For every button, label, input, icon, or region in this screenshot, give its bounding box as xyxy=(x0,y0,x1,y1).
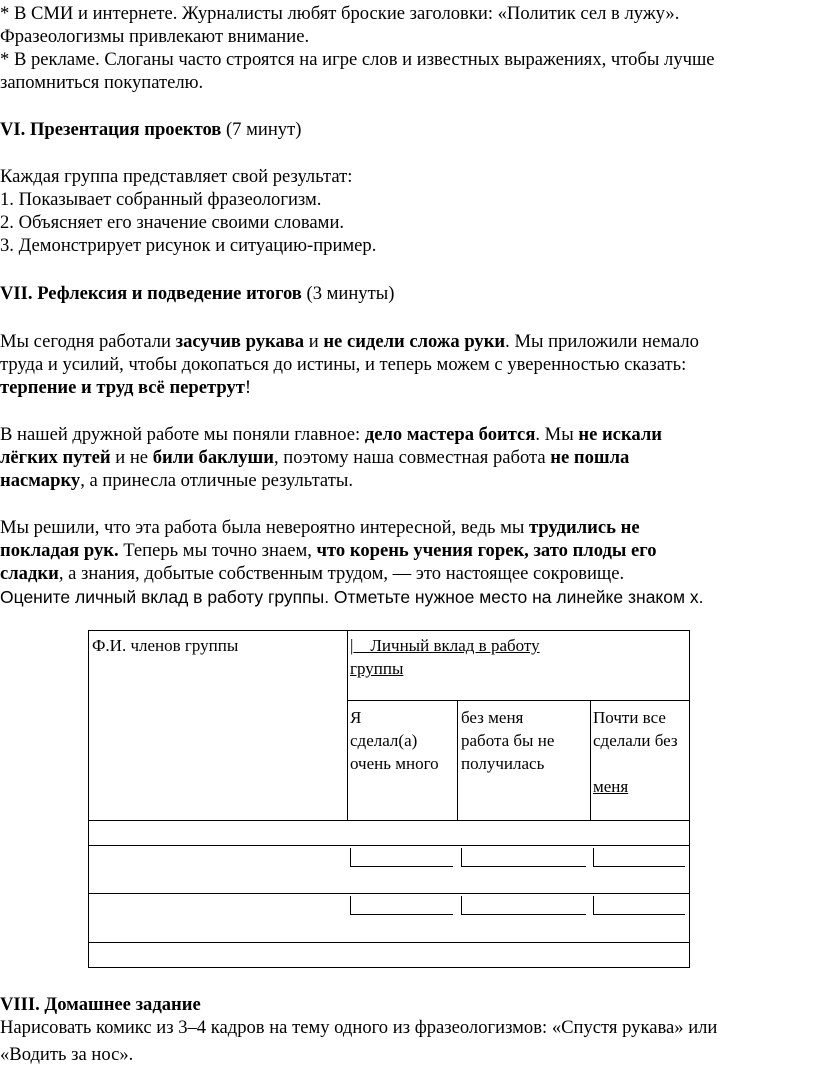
section6-item-1: 1. Показывает собранный фразеологизм. xyxy=(0,189,322,210)
section7-p1-line3: терпение и труд всё перетрут! xyxy=(0,377,252,398)
table-subheader-almost-all: Почти все сделали без меня xyxy=(593,708,678,796)
section7-p3-line1: Мы решили, что эта работа была невероятно интересной, ведь мы трудились не xyxy=(0,517,640,538)
section7-p3-line3: сладки, а знания, добытые собственным трудом, — это настоящее сокровище. xyxy=(0,563,625,584)
intro-line-1a: * В СМИ и интернете. Журналисты любят броские заголовки: «Политик сел в лужу». xyxy=(0,3,680,24)
section7-p2-line1: В нашей дружной работе мы поняли главное: дело мастера боится. Мы не искали xyxy=(0,424,662,445)
section6-lead: Каждая группа представляет свой результат: xyxy=(0,166,353,187)
ruler-segment[interactable] xyxy=(593,914,685,915)
ruler-tick xyxy=(350,848,351,866)
table-header-contribution: |__Личный вклад в работу группы xyxy=(350,636,540,678)
table-subheader-without-me: без меня работа бы не получилась xyxy=(461,708,555,773)
section7-p1-line2: труда и усилий, чтобы докопаться до истины, и теперь можем с уверенностью сказать: xyxy=(0,354,687,375)
intro-line-2b: запомниться покупателю. xyxy=(0,72,204,93)
ruler-segment[interactable] xyxy=(461,914,586,915)
section7-p1-line1: Мы сегодня работали засучив рукава и не сидели сложа руки. Мы приложили немало xyxy=(0,331,699,352)
section7-heading: VII. Рефлексия и подведение итогов (3 минуты) xyxy=(0,283,395,304)
section6-item-3: 3. Демонстрирует рисунок и ситуацию-пример. xyxy=(0,235,377,256)
table-subheader-did-much: Я сделал(а) очень много xyxy=(350,708,439,773)
section8-heading: VIII. Домашнее задание xyxy=(0,994,201,1015)
section7-p2-line3: насмарку, а принесла отличные результаты. xyxy=(0,470,353,491)
section6-item-2: 2. Объясняет его значение своими словами. xyxy=(0,212,345,233)
ruler-tick xyxy=(350,896,351,914)
section7-instruction: Оцените личный вклад в работу группы. Отметьте нужное место на линейке знаком х. xyxy=(0,587,704,607)
ruler-segment[interactable] xyxy=(461,866,586,867)
ruler-segment[interactable] xyxy=(350,866,453,867)
ruler-tick xyxy=(593,848,594,866)
section7-p3-line2: покладая рук. Теперь мы точно знаем, что корень учения горек, зато плоды его xyxy=(0,540,657,561)
intro-line-2a: * В рекламе. Слоганы часто строятся на игре слов и известных выражениях, чтобы лучше xyxy=(0,49,715,70)
ruler-tick xyxy=(461,896,462,914)
section8-line2: «Водить за нос». xyxy=(0,1044,134,1065)
ruler-segment[interactable] xyxy=(593,866,685,867)
section7-p2-line2: лёгких путей и не били баклуши, поэтому наша совместная работа не пошла xyxy=(0,447,630,468)
ruler-segment[interactable] xyxy=(350,914,453,915)
section6-heading: VI. Презентация проектов (7 минут) xyxy=(0,119,302,140)
ruler-tick xyxy=(593,896,594,914)
table-header-names: Ф.И. членов группы xyxy=(92,636,239,655)
section8-line1: Нарисовать комикс из 3–4 кадров на тему одного из фразеологизмов: «Спустя рукава» или xyxy=(0,1017,718,1038)
ruler-tick xyxy=(461,848,462,866)
intro-line-1b: Фразеологизмы привлекают внимание. xyxy=(0,26,310,47)
